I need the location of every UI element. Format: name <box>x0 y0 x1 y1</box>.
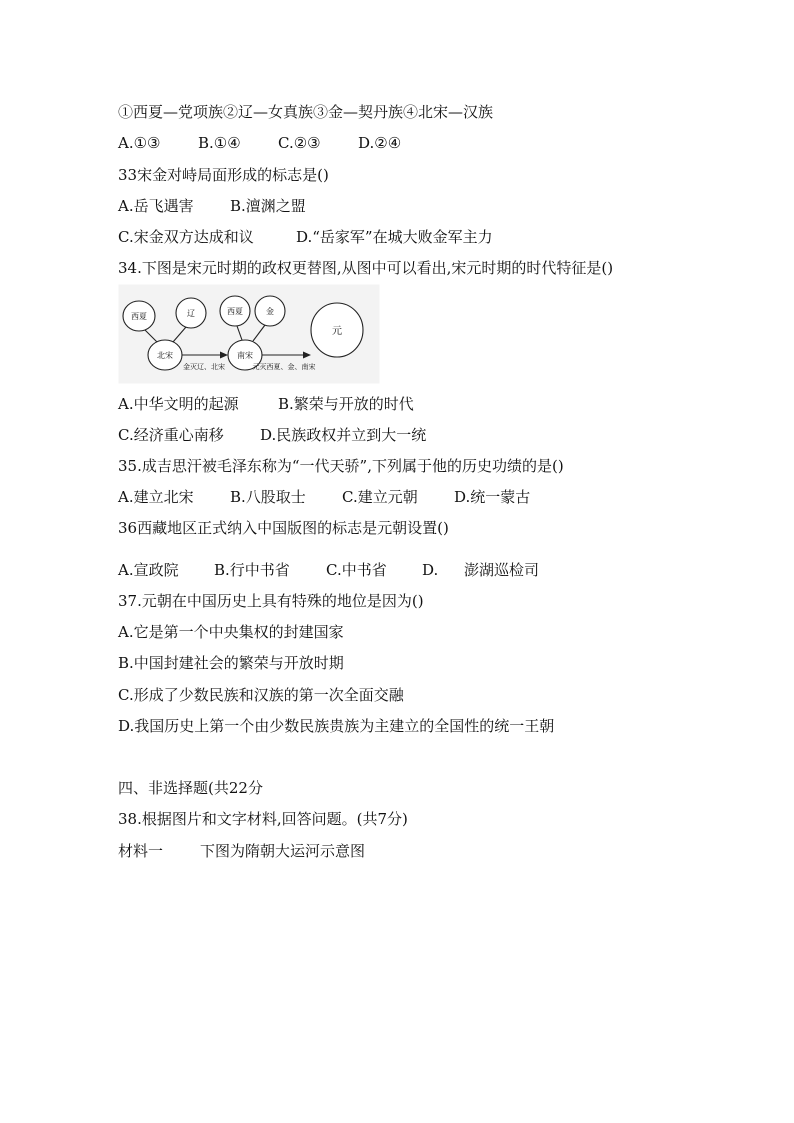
label-nansong: 南宋 <box>237 351 253 360</box>
option-b: B.中国封建社会的繁荣与开放时期 <box>118 654 344 672</box>
q36-stem: 36西藏地区正式纳入中国版图的标志是元朝设置() <box>118 519 449 537</box>
q33-options-row2 <box>118 227 493 247</box>
label-liao: 辽 <box>187 309 195 318</box>
option-c: C.宋金双方达成和议 <box>118 228 254 246</box>
label-jin: 金 <box>266 307 274 316</box>
option-b: B.行中书省 <box>214 561 290 579</box>
option-a: A.宣政院 <box>118 561 179 579</box>
arrow-2-label: 元灭西夏、金、南宋 <box>252 363 316 371</box>
option-d: D.民族政权并立到大一统 <box>260 426 427 444</box>
option-b: B.澶渊之盟 <box>230 197 306 215</box>
q32-stem: ①西夏—党项族②辽—女真族③金—契丹族④北宋—汉族 <box>118 103 494 121</box>
label-beisong: 北宋 <box>157 351 173 360</box>
q35-stem: 35.成吉思汗被毛泽东称为“一代天骄”,下列属于他的历史功绩的是() <box>118 457 564 475</box>
q35-options <box>118 487 530 507</box>
option-a: A.它是第一个中央集权的封建国家 <box>118 623 344 641</box>
q34-stem: 34.下图是宋元时期的政权更替图,从图中可以看出,宋元时期的时代特征是() <box>118 259 614 277</box>
section-title: 四、非选择题(共22分 <box>118 779 263 797</box>
option-a: A.①③ <box>118 134 161 152</box>
material-line <box>118 841 365 861</box>
q33-options-row1 <box>118 196 306 216</box>
material-label: 材料一 <box>118 842 164 860</box>
option-d: D.“岳家军”在城大败金军主力 <box>296 228 493 246</box>
q34-options-row1 <box>118 394 414 414</box>
label-yuan: 元 <box>332 326 342 337</box>
label-xixia-1: 西夏 <box>131 312 147 321</box>
arrow-1-label: 金灭辽、北宋 <box>183 363 225 371</box>
option-b: B.繁荣与开放的时代 <box>278 395 414 413</box>
option-c: C.中书省 <box>326 561 387 579</box>
q34-options-row2 <box>118 425 426 445</box>
option-a: A.岳飞遇害 <box>118 197 194 215</box>
option-d: D.②④ <box>358 134 402 152</box>
material-text: 下图为隋朝大运河示意图 <box>200 842 366 860</box>
option-d: D. <box>422 561 439 579</box>
q37-stem: 37.元朝在中国历史上具有特殊的地位是因为() <box>118 592 424 610</box>
q33-stem: 33宋金对峙局面形成的标志是() <box>118 166 329 184</box>
option-c: C.形成了少数民族和汉族的第一次全面交融 <box>118 686 404 704</box>
option-c: C.经济重心南移 <box>118 426 224 444</box>
option-a: A.中华文明的起源 <box>118 395 239 413</box>
regime-succession-diagram <box>118 284 380 384</box>
option-d: D.统一蒙古 <box>454 488 531 506</box>
label-xixia-2: 西夏 <box>227 307 243 316</box>
option-d: D.我国历史上第一个由少数民族贵族为主建立的全国性的统一王朝 <box>118 717 555 735</box>
option-d-text: 澎湖巡检司 <box>464 561 540 579</box>
option-a: A.建立北宋 <box>118 488 194 506</box>
option-b: B.八股取士 <box>230 488 306 506</box>
option-b: B.①④ <box>198 134 241 152</box>
q32-options <box>118 133 401 153</box>
q38-stem: 38.根据图片和文字材料,回答问题。(共7分) <box>118 810 408 828</box>
q36-options <box>118 560 539 580</box>
option-c: C.②③ <box>278 134 321 152</box>
option-c: C.建立元朝 <box>342 488 418 506</box>
